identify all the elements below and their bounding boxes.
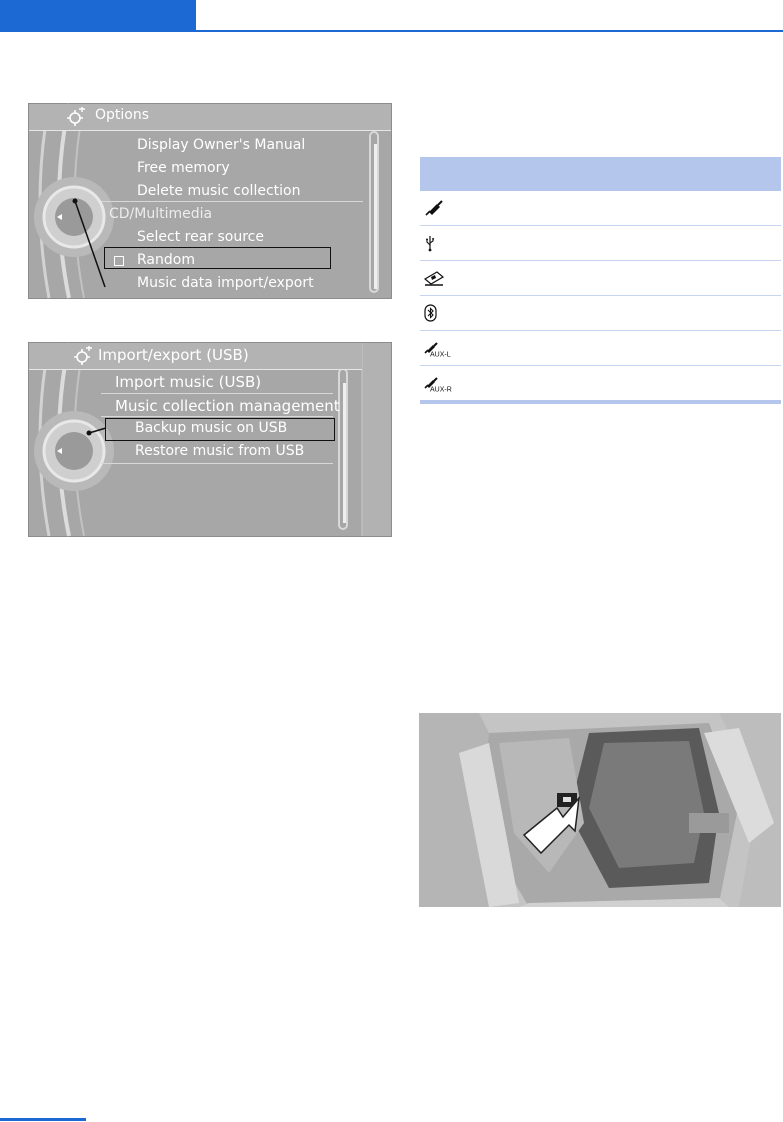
options-screen (28, 103, 392, 299)
table-bottom-rule (420, 400, 781, 404)
import-export-title-bar (29, 343, 362, 370)
header-block (0, 0, 196, 32)
menu-item-import-music-usb[interactable]: Import music (USB) (115, 373, 262, 391)
header-rule (196, 30, 783, 32)
usb-icon (423, 234, 449, 252)
table-row (420, 331, 781, 366)
import-export-screen (28, 342, 392, 537)
menu-item-select-rear-source[interactable]: Select rear source (137, 229, 264, 245)
menu-item-restore-music-from-usb[interactable]: Restore music from USB (135, 443, 305, 459)
table-row (420, 226, 781, 261)
selected-item-highlight (104, 247, 331, 269)
options-title: Options (95, 107, 150, 123)
menu-item-music-collection-management[interactable]: Music collection management (115, 397, 340, 415)
table-row (420, 296, 781, 331)
center-console-illustration (419, 713, 781, 907)
options-title-bar (29, 104, 391, 131)
menu-item-backup-music-on-usb[interactable]: Backup music on USB (135, 420, 288, 436)
import-export-title: Import/export (USB) (98, 346, 249, 364)
table-row (420, 191, 781, 226)
svg-text:AUX-R: AUX-R (430, 386, 452, 394)
menu-divider (101, 201, 363, 202)
options-gear-icon (66, 107, 86, 127)
svg-text:AUX-L: AUX-L (430, 351, 451, 359)
menu-item-delete-music-collection[interactable]: Delete music collection (137, 183, 301, 199)
table-row (420, 366, 781, 401)
menu-item-music-data-import-export[interactable]: Music data import/export (137, 275, 314, 291)
aux-l-icon (423, 339, 449, 357)
menu-item-random[interactable]: Random (137, 252, 195, 268)
music-player-icon (423, 269, 449, 287)
options-gear-icon (73, 346, 93, 366)
footer-rule (0, 1118, 86, 1121)
bluetooth-icon (423, 304, 449, 322)
audio-plug-icon (423, 199, 449, 217)
section-header-cd-multimedia: CD/Multimedia (109, 206, 213, 222)
center-console-usb-photo (419, 713, 781, 907)
menu-item-display-owners-manual[interactable]: Display Owner's Manual (137, 137, 306, 153)
menu-item-free-memory[interactable]: Free memory (137, 160, 230, 176)
table-header (420, 157, 781, 191)
menu-divider (101, 463, 333, 464)
aux-r-icon (423, 374, 452, 394)
menu-divider (101, 416, 333, 417)
menu-divider (101, 393, 333, 394)
table-row (420, 261, 781, 296)
